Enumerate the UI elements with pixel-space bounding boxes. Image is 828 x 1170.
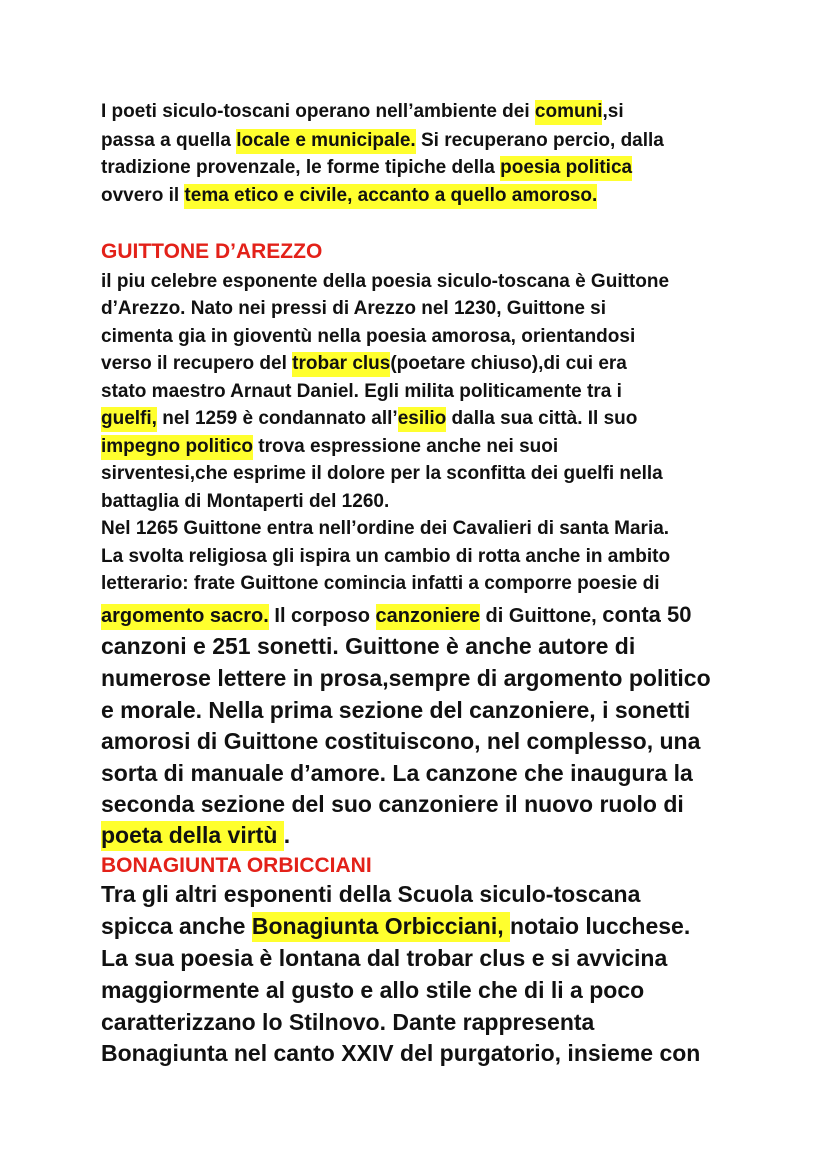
text-line: Nel 1265 Guittone entra nell’ordine dei Cavalieri di santa Maria.: [101, 518, 670, 539]
text-line: passa a quella locale e municipale. Si recuperano percio, dalla: [101, 131, 664, 150]
text-line: il piu celebre esponente della poesia siculo-toscana è Guittone: [101, 271, 670, 292]
text-line: e morale. Nella prima sezione del canzoniere, i sonetti: [101, 697, 691, 723]
text-line: sirventesi,che esprime il dolore per la sconfitta dei guelfi nella: [101, 463, 663, 484]
text-line: maggiormente al gusto e allo stile che di li a poco: [101, 977, 645, 1003]
highlight: impegno politico: [101, 435, 253, 460]
text-line: stato maestro Arnaut Daniel. Egli milita politicamente tra i: [101, 381, 622, 402]
text-line: impegno politico trova espressione anche nei suoi: [101, 437, 558, 456]
text-line: verso il recupero del trobar clus(poetare chiuso),di cui era: [101, 354, 627, 373]
highlight: trobar clus: [292, 352, 390, 377]
text-line: Tra gli altri esponenti della Scuola siculo-toscana: [101, 881, 641, 907]
text-line: seconda sezione del suo canzoniere il nuovo ruolo di: [101, 791, 684, 817]
text-line: caratterizzano lo Stilnovo. Dante rappresenta: [101, 1009, 595, 1035]
highlight: locale e municipale.: [236, 129, 416, 154]
highlight: argomento sacro.: [101, 604, 269, 630]
text-line: cimenta gia in gioventù nella poesia amorosa, orientandosi: [101, 326, 636, 347]
text-line: guelfi, nel 1259 è condannato all’esilio dalla sua città. Il suo: [101, 409, 637, 428]
text-line: argomento sacro. Il corposo canzoniere di Guittone, conta 50: [101, 604, 691, 626]
highlight: comuni: [535, 100, 603, 125]
text-line: La svolta religiosa gli ispira un cambio di rotta anche in ambito: [101, 546, 671, 567]
text-line: spicca anche Bonagiunta Orbicciani, notaio lucchese.: [101, 915, 690, 938]
text-line: sorta di manuale d’amore. La canzone che inaugura la: [101, 760, 693, 786]
highlight: tema etico e civile, accanto a quello amoroso.: [184, 184, 597, 209]
highlight: poesia politica: [500, 156, 632, 181]
text-line: d’Arezzo. Nato nei pressi di Arezzo nel 1230, Guittone si: [101, 298, 607, 319]
text-line: numerose lettere in prosa,sempre di argomento politico: [101, 665, 711, 691]
text-line: canzoni e 251 sonetti. Guittone è anche autore di: [101, 633, 636, 659]
highlight: esilio: [398, 407, 447, 432]
text-line: La sua poesia è lontana dal trobar clus e si avvicina: [101, 945, 668, 971]
highlight: guelfi,: [101, 407, 157, 432]
highlight: Bonagiunta Orbicciani,: [252, 912, 510, 942]
text-line: poeta della virtù .: [101, 824, 290, 847]
text-line: letterario: frate Guittone comincia infatti a comporre poesie di: [101, 573, 660, 594]
text-line: amorosi di Guittone costituiscono, nel complesso, una: [101, 728, 701, 754]
text-line: battaglia di Montaperti del 1260.: [101, 491, 390, 512]
text-line: tradizione provenzale, le forme tipiche della poesia politica: [101, 158, 632, 177]
highlight: canzoniere: [376, 604, 480, 630]
text-line: Bonagiunta nel canto XXIV del purgatorio, insieme con: [101, 1040, 701, 1066]
section-heading: BONAGIUNTA ORBICCIANI: [101, 854, 372, 877]
section-heading: GUITTONE D’AREZZO: [101, 240, 323, 263]
text-line: ovvero il tema etico e civile, accanto a quello amoroso.: [101, 186, 597, 205]
text-line: I poeti siculo-toscani operano nell’ambiente dei comuni,si: [101, 102, 624, 121]
highlight: poeta della virtù: [101, 821, 284, 851]
